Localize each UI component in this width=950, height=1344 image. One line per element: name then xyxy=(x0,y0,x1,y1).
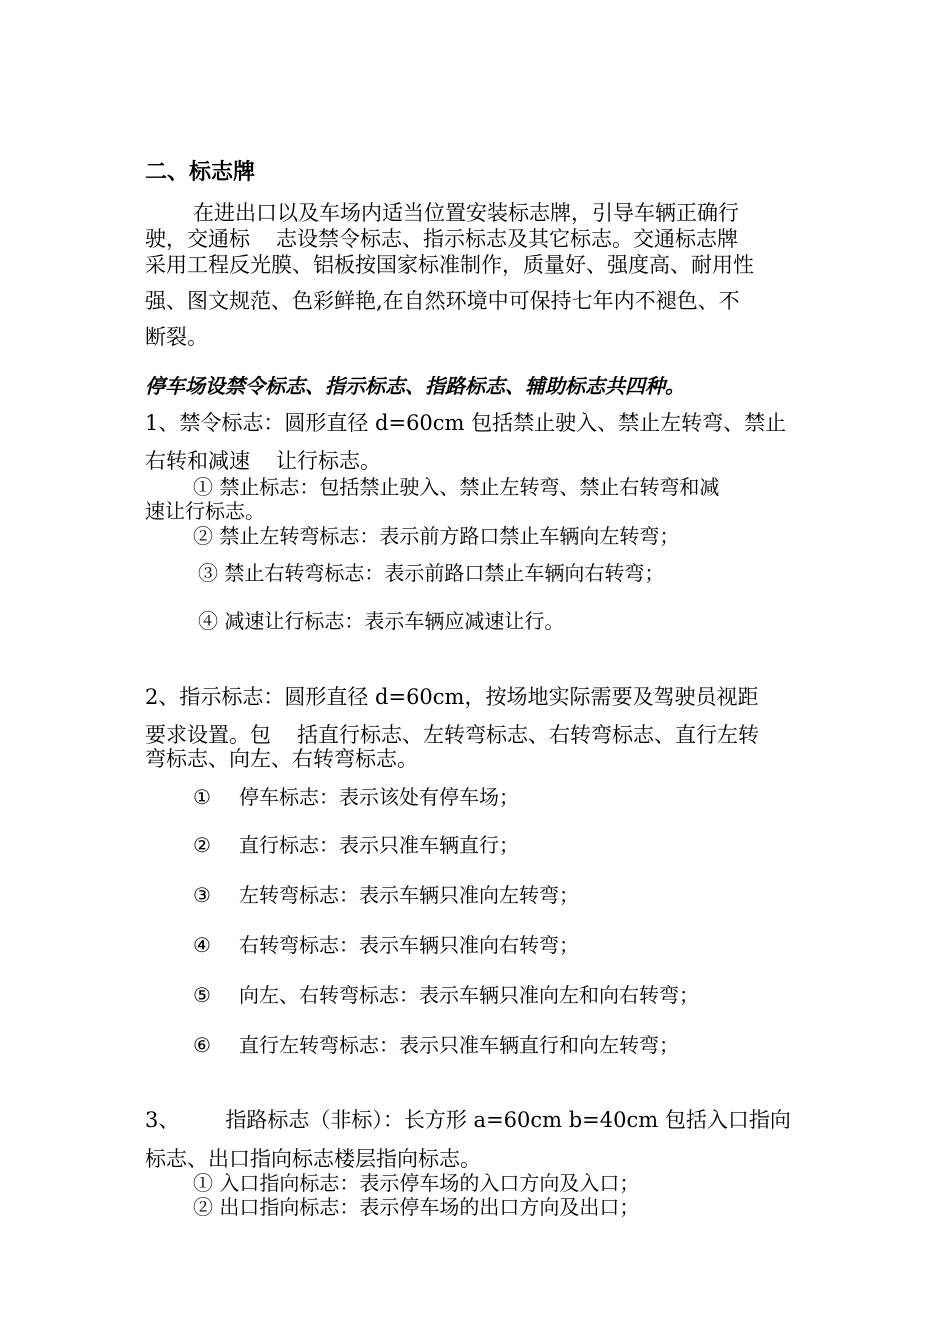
indication-item-2 xyxy=(193,832,519,858)
indication-item-1 xyxy=(193,784,519,810)
guide-item-2: ② 出口指向标志：表示停车场的出口方向及出口； xyxy=(193,1195,640,1219)
intro-line-2a: 驶，交通标 xyxy=(145,227,250,251)
guide-line-2: 标志、出口指向标志楼层指向标志。 xyxy=(145,1147,481,1171)
indication-item-number: ① xyxy=(193,785,211,809)
intro-line-5: 断裂。 xyxy=(145,325,208,349)
indication-item-text: 直行左转弯标志：表示只准车辆直行和向左转弯； xyxy=(239,1033,679,1057)
prohibition-line-1: 1、禁令标志：圆形直径 d=60cm 包括禁止驶入、禁止左转弯、禁止 xyxy=(145,411,787,435)
guide-item-1: ① 入口指向标志：表示停车场的入口方向及入口； xyxy=(193,1171,640,1195)
indication-line-2b: 括直行标志、左转弯标志、右转弯标志、直行左转 xyxy=(297,723,759,747)
indication-item-number: ② xyxy=(193,833,211,857)
indication-item-text: 直行标志：表示只准车辆直行； xyxy=(239,833,519,857)
guide-line-1b: 指路标志（非标）：长方形 a=60cm b=40cm 包括入口指向 xyxy=(225,1108,791,1132)
indication-line-1: 2、指示标志：圆形直径 d=60cm，按场地实际需要及驾驶员视距 xyxy=(145,685,759,709)
indication-item-number: ⑤ xyxy=(193,983,211,1007)
intro-line-2b: 志设禁令标志、指示标志及其它标志。交通标志牌 xyxy=(276,227,738,251)
prohibition-item-1-cont: 速让行标志。 xyxy=(145,499,265,523)
guide-line-1 xyxy=(145,1107,791,1133)
intro-line-2 xyxy=(145,226,738,252)
intro-line-1: 在进出口以及车场内适当位置安装标志牌，引导车辆正确行 xyxy=(193,201,739,225)
indication-item-3 xyxy=(193,882,579,908)
indication-item-number: ⑥ xyxy=(193,1033,211,1057)
indication-item-text: 右转弯标志：表示车辆只准向右转弯； xyxy=(239,933,579,957)
indication-line-2a: 要求设置。包 xyxy=(145,723,271,747)
section-title: 二、标志牌 xyxy=(145,160,256,185)
intro-line-3: 采用工程反光膜、铝板按国家标准制作，质量好、强度高、耐用性 xyxy=(145,253,754,277)
prohibition-item-3: ③ 禁止右转弯标志：表示前路口禁止车辆向右转弯； xyxy=(198,561,665,585)
indication-item-text: 左转弯标志：表示车辆只准向左转弯； xyxy=(239,883,579,907)
prohibition-item-4: ④ 减速让行标志：表示车辆应减速让行。 xyxy=(198,609,565,633)
indication-item-number: ③ xyxy=(193,883,211,907)
summary-line: 停车场设禁令标志、指示标志、指路标志、辅助标志共四种。 xyxy=(145,374,685,398)
indication-line-3: 弯标志、向左、右转弯标志。 xyxy=(145,747,418,771)
prohibition-line-2b: 让行标志。 xyxy=(276,449,381,473)
prohibition-item-1: ① 禁止标志：包括禁止驶入、禁止左转弯、禁止右转弯和减 xyxy=(193,475,720,499)
indication-item-4 xyxy=(193,932,579,958)
indication-item-text: 向左、右转弯标志：表示车辆只准向左和向右转弯； xyxy=(239,983,699,1007)
prohibition-line-2 xyxy=(145,448,381,474)
indication-line-2 xyxy=(145,722,759,748)
prohibition-line-2a: 右转和减速 xyxy=(145,449,250,473)
prohibition-item-2: ② 禁止左转弯标志：表示前方路口禁止车辆向左转弯； xyxy=(193,524,680,548)
indication-item-number: ④ xyxy=(193,933,211,957)
intro-line-4: 强、图文规范、色彩鲜艳,在自然环境中可保持七年内不褪色、不 xyxy=(145,289,740,313)
indication-item-6 xyxy=(193,1032,679,1058)
indication-item-text: 停车标志：表示该处有停车场； xyxy=(239,785,519,809)
guide-line-1a: 3、 xyxy=(145,1108,180,1132)
indication-item-5 xyxy=(193,982,699,1008)
